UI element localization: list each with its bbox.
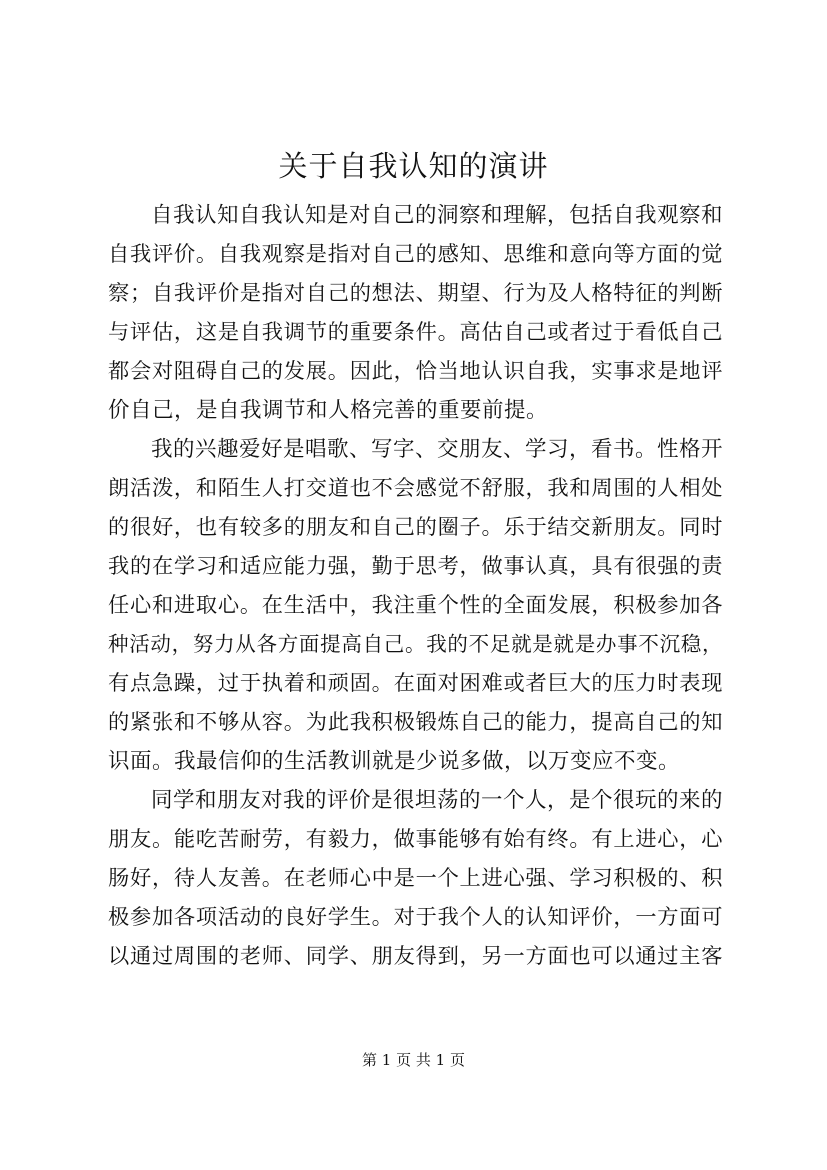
paragraph-line: 的很好，也有较多的朋友和自己的圈子。乐于结交新朋友。同时: [108, 515, 723, 540]
paragraph-line: 任心和进取心。在生活中，我注重个性的全面发展，积极参加各: [108, 593, 723, 618]
paragraph-line: 都会对阻碍自己的发展。因此，恰当地认识自我，实事求是地评: [108, 359, 723, 384]
paragraph-line: 极参加各项活动的良好学生。对于我个人的认知评价，一方面可: [108, 905, 723, 930]
paragraph-line: 朋友。能吃苦耐劳，有毅力，做事能够有始有终。有上进心，心: [108, 827, 723, 852]
paragraph-line: 肠好，待人友善。在老师心中是一个上进心强、学习积极的、积: [108, 866, 723, 891]
paragraph-2: [108, 430, 723, 781]
paragraph-line: 价自己，是自我调节和人格完善的重要前提。: [108, 398, 549, 423]
paragraph-line: 我的在学习和适应能力强，勤于思考，做事认真，具有很强的责: [108, 554, 723, 579]
paragraph-line: 自我认知自我认知是对自己的洞察和理解，包括自我观察和: [151, 203, 724, 228]
paragraph-line: 与评估，这是自我调节的重要条件。高估自己或者过于看低自己: [108, 320, 723, 345]
paragraph-line: 朗活泼，和陌生人打交道也不会感觉不舒服，我和周围的人相处: [108, 476, 723, 501]
paragraph-line: 识面。我最信仰的生活教训就是少说多做，以万变应不变。: [108, 749, 681, 774]
paragraph-line: 我的兴趣爱好是唱歌、写字、交朋友、学习，看书。性格开: [151, 437, 724, 462]
page-title: 关于自我认知的演讲: [278, 149, 549, 183]
paragraph-line: 以通过周围的老师、同学、朋友得到，另一方面也可以通过主客: [108, 944, 723, 969]
paragraph-line: 有点急躁，过于执着和顽固。在面对困难或者巨大的压力时表现: [108, 671, 723, 696]
page-footer: 第 1 页 共 1 页: [362, 1051, 465, 1069]
paragraph-line: 察；自我评价是指对自己的想法、期望、行为及人格特征的判断: [108, 281, 723, 306]
paragraph-line: 自我评价。自我观察是指对自己的感知、思维和意向等方面的觉: [108, 242, 723, 267]
document-body: [108, 196, 723, 976]
paragraph-line: 同学和朋友对我的评价是很坦荡的一个人，是个很玩的来的: [151, 788, 724, 813]
paragraph-line: 的紧张和不够从容。为此我积极锻炼自己的能力，提高自己的知: [108, 710, 723, 735]
paragraph-3: [108, 781, 723, 976]
paragraph-1: [108, 196, 723, 430]
paragraph-line: 种活动，努力从各方面提高自己。我的不足就是就是办事不沉稳，: [108, 632, 723, 656]
